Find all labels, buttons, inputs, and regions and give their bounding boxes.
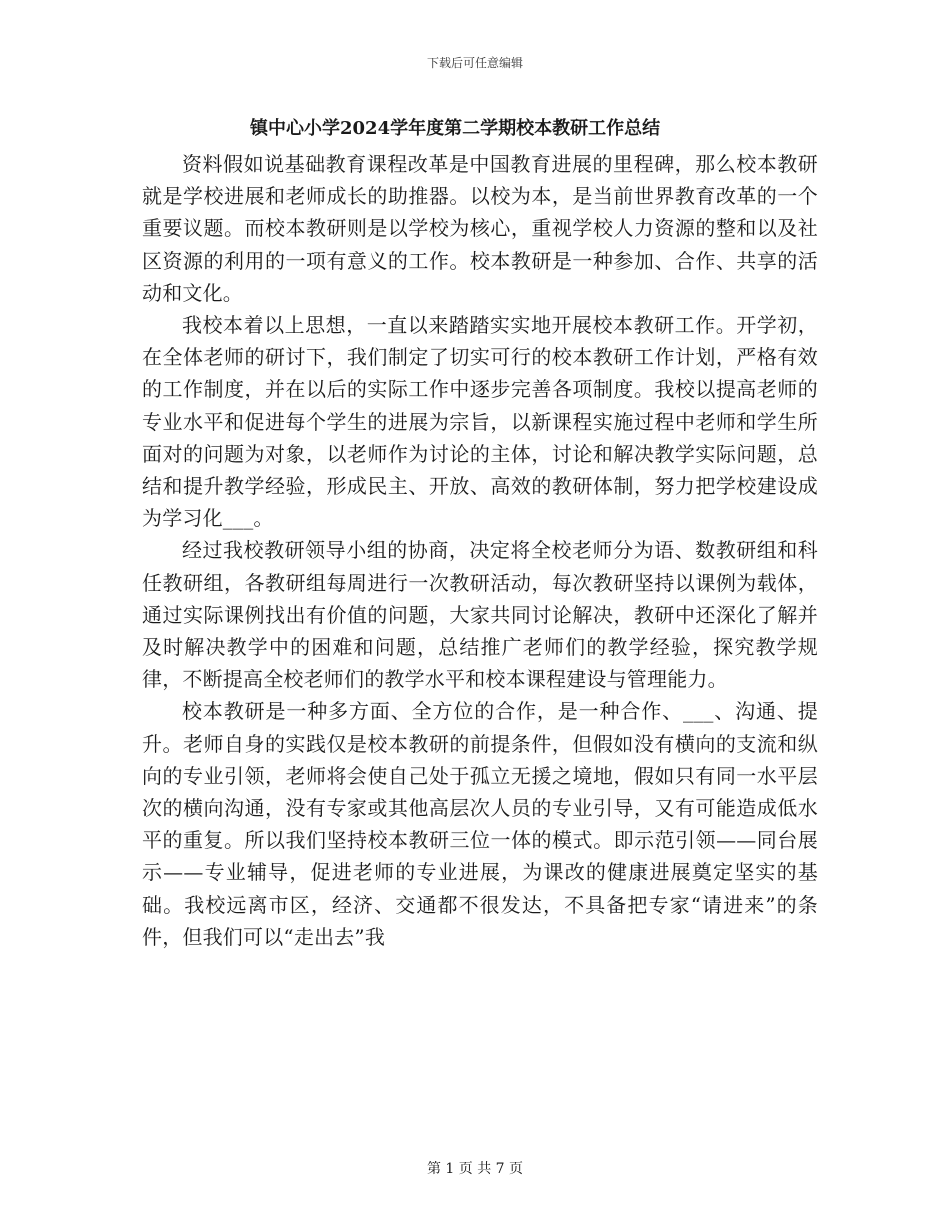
- paragraph-2: 我校本着以上思想，一直以来踏踏实实地开展校本教研工作。开学初，在全体老师的研讨下，我们制定了切实可行的校本教研工作计划，严格有效的工作制度，并在以后的实际工作中逐步完善各项制度。我校以提高老师的专业水平和促进每个学生的进展为宗旨，以新课程实施过程中老师和学生所面对的问题为对象，以老师作为讨论的主体，讨论和解决教学实际问题，总结和提升教学经验，形成民主、开放、高效的教研体制，努力把学校建设成为学习化___。: [142, 313, 818, 531]
- paragraph-3: 经过我校教研领导小组的协商，决定将全校老师分为语、数教研组和科任教研组，各教研组每周进行一次教研活动，每次教研坚持以课例为载体，通过实际课例找出有价值的问题，大家共同讨论解决，教研中还深化了解并及时解决教学中的困难和问题，总结推广老师们的教学经验，探究教学规律，不断提高全校老师们的教学水平和校本课程建设与管理能力。: [142, 538, 818, 692]
- paragraph-1: 资料假如说基础教育课程改革是中国教育进展的里程碑，那么校本教研就是学校进展和老师成长的助推器。以校为本，是当前世界教育改革的一个重要议题。而校本教研则是以学校为核心，重视学校人力资源的整和以及社区资源的利用的一项有意义的工作。校本教研是一种参加、合作、共享的活动和文化。: [142, 152, 818, 305]
- page-number-footer: 第 1 页 共 7 页: [426, 1161, 524, 1177]
- paragraph-4: 校本教研是一种多方面、全方位的合作，是一种合作、___、沟通、提升。老师自身的实践仅是校本教研的前提条件，但假如没有横向的支流和纵向的专业引领，老师将会使自己处于孤立无援之境地，假如只有同一水平层次的横向沟通，没有专家或其他高层次人员的专业引导，又有可能造成低水平的重复。所以我们坚持校本教研三位一体的模式。即示范引领——同台展示——专业辅导，促进老师的专业进展，为课改的健康进展奠定坚实的基础。我校远离市区，经济、交通都不很发达，不具备把专家“请进来”的条件，但我们可以“走出去”我: [142, 699, 818, 949]
- page-header-note: 下载后可任意编辑: [426, 56, 523, 70]
- document-body: [142, 148, 818, 953]
- document-title: 镇中心小学2024学年度第二学期校本教研工作总结: [250, 118, 661, 139]
